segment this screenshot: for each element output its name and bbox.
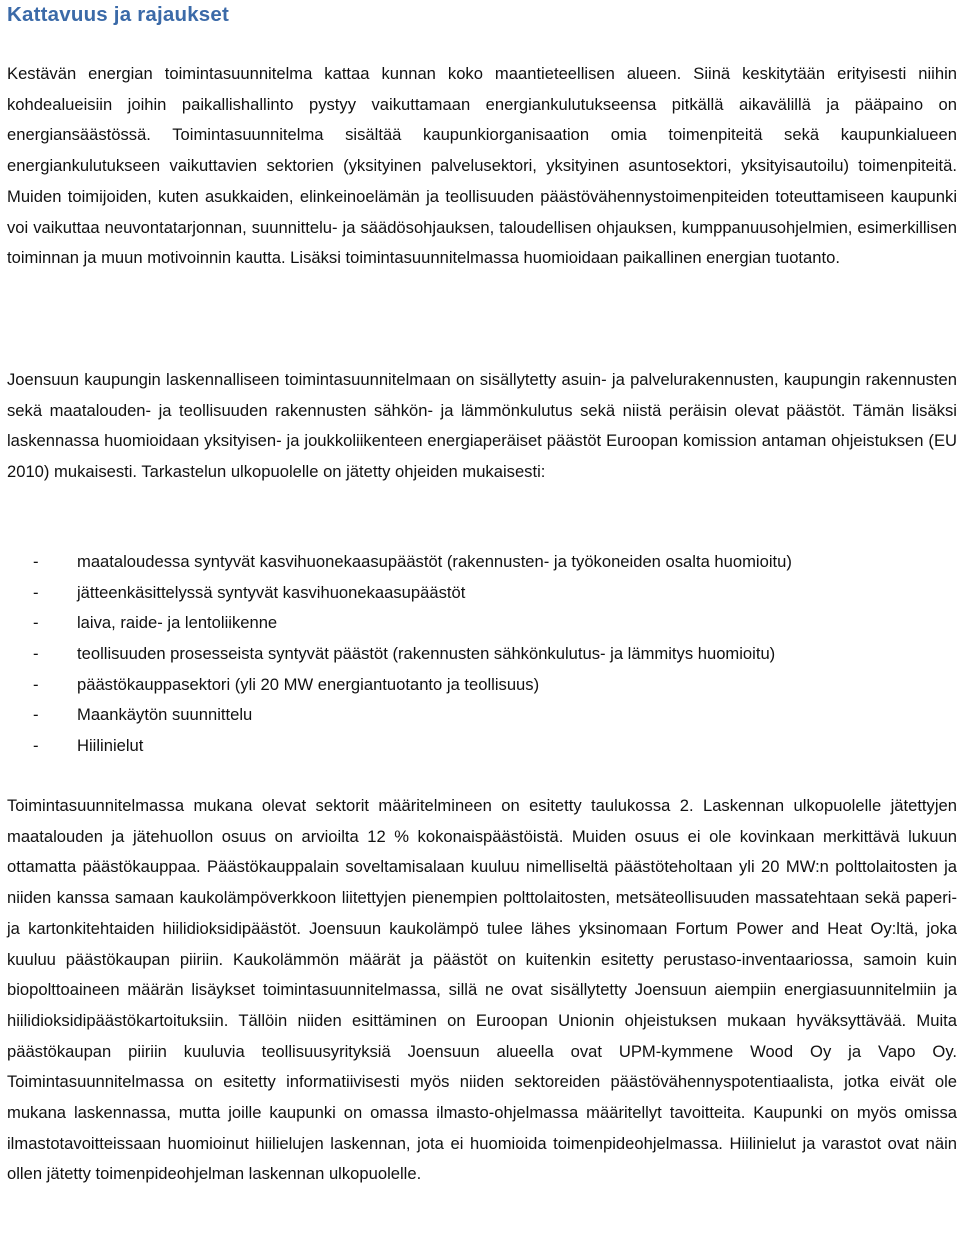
bullet-dash: - (33, 613, 39, 633)
list-item-text: päästökauppasektori (yli 20 MW energiantuotanto ja teollisuus) (77, 674, 540, 694)
bullet-dash: - (33, 736, 39, 756)
section-heading: Kattavuus ja rajaukset (7, 3, 230, 26)
paragraph-sectors-and-emissions-trading: Toimintasuunnitelmassa mukana olevat sektorit määritelmineen on esitetty taulukossa 2. Laskennan ulkopuolelle jätettyjen maatalouden ja jätehuollon osuus on arvioilta 12 % kokonaispäästöistä. Muiden osuus ei ole kovinkaan merkittävä lukuun ottamatta päästökauppaa. Päästökauppalain soveltamisalaan kuuluu nimelliseltä päästöteholtaan yli 20 MW:n polttolaitosten ja niiden kanssa samaan kaukolämpöverkkoon liitettyjen pienempien polttolaitosten, metsäteollisuuden massatehtaan sekä paperi- ja kartonkitehtaiden hiilidioksidipäästöt. Joensuun kaukolämpö tulee lähes yksinomaan Fortum Power and Heat Oy:ltä, joka kuuluu päästökaupan piiriin. Kaukolämmön määrät ja päästöt on kuitenkin esitetty perustaso-inventaariossa, samoin kuin biopolttoaineen määrän lisäykset toimintasuunnitelmassa, sillä ne ovat sisällytetty Joensuun aiempiin energiasuunnitelmiin ja hiilidioksidipäästökartoituksiin. Tällöin niiden esittäminen on Euroopan Unionin ohjeistuksen mukaan hyväksyttävää. Muita päästökaupan piiriin kuuluvia teollisuusyrityksiä Joensuun alueella ovat UPM-kymmene Wood Oy ja Vapo Oy. Toimintasuunnitelmassa on esitetty informatiivisesti myös niiden sektoreiden päästövähennyspotentiaalista, jotka eivät ole mukana laskennassa, mutta joille kaupunki on omassa ilmasto-ohjelmassa määritellyt tavoitteita. Kaupunki on myös omissa ilmastotavoitteissaan huomioinut hiilielujen laskennan, jota ei huomioida toimenpideohjelmassa. Hiilinielut ja varastot ovat näin ollen jätetty toimenpideohjelman laskennan ulkopuolelle. (7, 796, 957, 1184)
list-item-text: Hiilinielut (77, 736, 144, 756)
list-item-text: maataloudessa syntyvät kasvihuonekaasupäästöt (rakennusten- ja työkoneiden osalta huomioitu) (77, 552, 792, 571)
list-item (7, 639, 957, 670)
list-item-text: jätteenkäsittelyssä syntyvät kasvihuonekaasupäästöt (77, 582, 466, 602)
bullet-dash: - (33, 552, 39, 571)
list-item (7, 670, 957, 701)
list-item (7, 608, 957, 639)
list-item (7, 578, 957, 609)
bullet-dash: - (33, 644, 39, 664)
exclusions-list (7, 547, 957, 762)
list-item-text: teollisuuden prosesseista syntyvät päästöt (rakennusten sähkönkulutus- ja lämmitys huomioitu) (77, 644, 776, 664)
list-item-text: laiva, raide- ja lentoliikenne (77, 613, 278, 633)
bullet-dash: - (33, 674, 39, 694)
bullet-dash: - (33, 582, 39, 602)
list-item (7, 547, 957, 578)
paragraph-coverage: Kestävän energian toimintasuunnitelma kattaa kunnan koko maantieteellisen alueen. Siinä keskitytään erityisesti niihin kohdealueisiin joihin paikallishallinto pystyy vaikuttamaan energiankulutukseensa pitkällä aikavälillä ja pääpaino on energiansäästössä. Toimintasuunnitelma sisältää kaupunkiorganisaation omia toimenpiteitä sekä kaupunkialueen energiankulutukseen vaikuttavien sektorien (yksityinen palvelusektori, yksityinen asuntosektori, yksityisautoilu) toimenpiteitä. Muiden toimijoiden, kuten asukkaiden, elinkeinoelämän ja teollisuuden päästövähennystoimenpiteiden toteuttamiseen kaupunki voi vaikuttaa neuvontatarjonnan, suunnittelu- ja säädösohjauksen, taloudellisen ohjauksen, kumppanuusohjelmien, esimerkillisen toiminnan ja muun motivoinnin kautta. Lisäksi toimintasuunnitelmassa huomioidaan paikallinen energian tuotanto. (7, 64, 957, 268)
paragraph-calculation-scope: Joensuun kaupungin laskennalliseen toimintasuunnitelmaan on sisällytetty asuin- ja palvelurakennusten, kaupungin rakennusten sekä maatalouden- ja teollisuuden rakennusten sähkön- ja lämmönkulutus sekä niistä peräisin olevat päästöt. Tämän lisäksi laskennassa huomioidaan yksityisen- ja joukkoliikenteen energiaperäiset päästöt Euroopan komission antaman ohjeistuksen (EU 2010) mukaisesti. Tarkastelun ulkopuolelle on jätetty ohjeiden mukaisesti: (7, 370, 957, 482)
list-item-text: Maankäytön suunnittelu (77, 705, 253, 725)
list-item (7, 731, 957, 762)
bullet-dash: - (33, 705, 39, 725)
list-item (7, 700, 957, 731)
